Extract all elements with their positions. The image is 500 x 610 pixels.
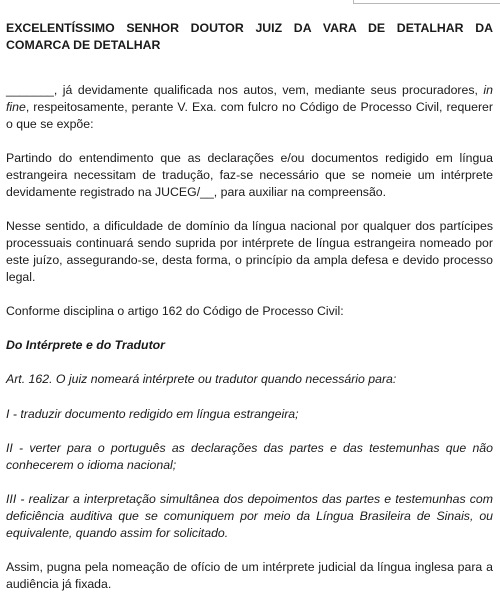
law-subheading: Do Intérprete e do Tradutor: [6, 338, 165, 352]
intro-italic-term: in fine: [6, 83, 493, 114]
law-item-iii: III - realizar a interpretação simultânea dos depoimentos das partes e testemunhas com deficiência auditiva que se comuniquem por meio da Língua Brasileira de Sinais, ou equivalente, quando assim for solicitado.: [6, 492, 493, 540]
document-body: [6, 20, 493, 610]
intro-text-start: , já devidamente qualificada nos autos, vem, mediante seus procuradores,: [53, 83, 484, 97]
paragraph-article-reference: Conforme disciplina o artigo 162 do Código de Processo Civil:: [6, 304, 344, 318]
paragraph-translation-need: Partindo do entendimento que as declarações e/ou documentos redigido em língua estrangeira necessitam de tradução, faz-se necessário que se nomeie um intérprete devidamente registrado na JUCEG/__, para auxiliar na compreensão.: [6, 151, 493, 199]
closing-paragraph: Assim, pugna pela nomeação de ofício de um intérprete judicial da língua inglesa para a audiência já fixada.: [6, 560, 493, 591]
party-blank: _______: [6, 83, 54, 97]
law-item-i: I - traduzir documento redigido em língua estrangeira;: [6, 407, 299, 421]
document-heading: EXCELENTÍSSIMO SENHOR DOUTOR JUIZ DA VARA DE DETALHAR DA COMARCA DE DETALHAR: [6, 21, 493, 52]
top-bar-edge: [353, 0, 500, 4]
intro-paragraph: [6, 82, 493, 133]
paragraph-language-difficulty: Nesse sentido, a dificuldade de domínio da língua nacional por qualquer dos partícipes processuais continuará sendo suprida por intérprete de língua estrangeira nomeado por este juízo, assegurando-se, desta forma, o princípio da ampla defesa e devido processo legal.: [6, 219, 493, 284]
law-item-ii: II - verter para o português as declarações das partes e das testemunhas que não conhecerem o idioma nacional;: [6, 441, 493, 472]
intro-text-end: , respeitosamente, perante V. Exa. com fulcro no Código de Processo Civil, requerer o que se expõe:: [6, 100, 493, 131]
law-article: Art. 162. O juiz nomeará intérprete ou tradutor quando necessário para:: [6, 372, 397, 386]
